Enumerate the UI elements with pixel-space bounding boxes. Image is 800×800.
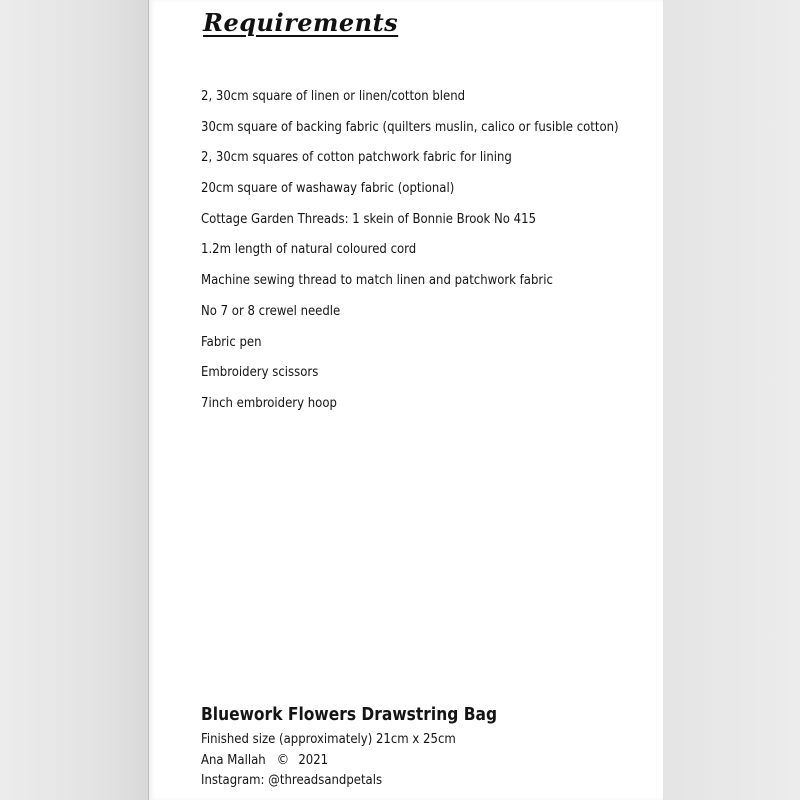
list-item: Embroidery scissors bbox=[201, 365, 319, 381]
document-page bbox=[148, 0, 663, 800]
author-name: Ana Mallah bbox=[201, 753, 266, 768]
list-item: 7inch embroidery hoop bbox=[201, 395, 337, 411]
list-item: 2, 30cm squares of cotton patchwork fabric for lining bbox=[201, 150, 512, 166]
pattern-footer bbox=[201, 700, 545, 791]
list-item: 20cm square of washaway fabric (optional) bbox=[201, 181, 455, 197]
author-line bbox=[201, 750, 511, 771]
list-item: Cottage Garden Threads: 1 skein of Bonnie Brook No 415 bbox=[201, 211, 537, 227]
copyright-year: 2021 bbox=[298, 753, 329, 768]
list-item: 1.2m length of natural coloured cord bbox=[201, 242, 417, 258]
requirements-heading: Requirements bbox=[203, 8, 399, 37]
left-margin-shadow bbox=[0, 0, 150, 800]
finished-size: Finished size (approximately) 21cm x 25cm bbox=[201, 732, 456, 747]
pattern-title: Bluework Flowers Drawstring Bag bbox=[201, 704, 498, 725]
list-item: No 7 or 8 crewel needle bbox=[201, 303, 341, 319]
list-item: Fabric pen bbox=[201, 334, 262, 350]
copyright-icon: © bbox=[276, 752, 290, 768]
right-margin-shadow bbox=[660, 0, 800, 800]
list-item: 2, 30cm square of linen or linen/cotton blend bbox=[201, 89, 466, 104]
instagram-handle: Instagram: @threadsandpetals bbox=[201, 773, 383, 788]
list-item: 30cm square of backing fabric (quilters muslin, calico or fusible cotton) bbox=[201, 119, 619, 135]
requirements-list bbox=[201, 86, 665, 424]
list-item: Machine sewing thread to match linen and patchwork fabric bbox=[201, 273, 553, 289]
